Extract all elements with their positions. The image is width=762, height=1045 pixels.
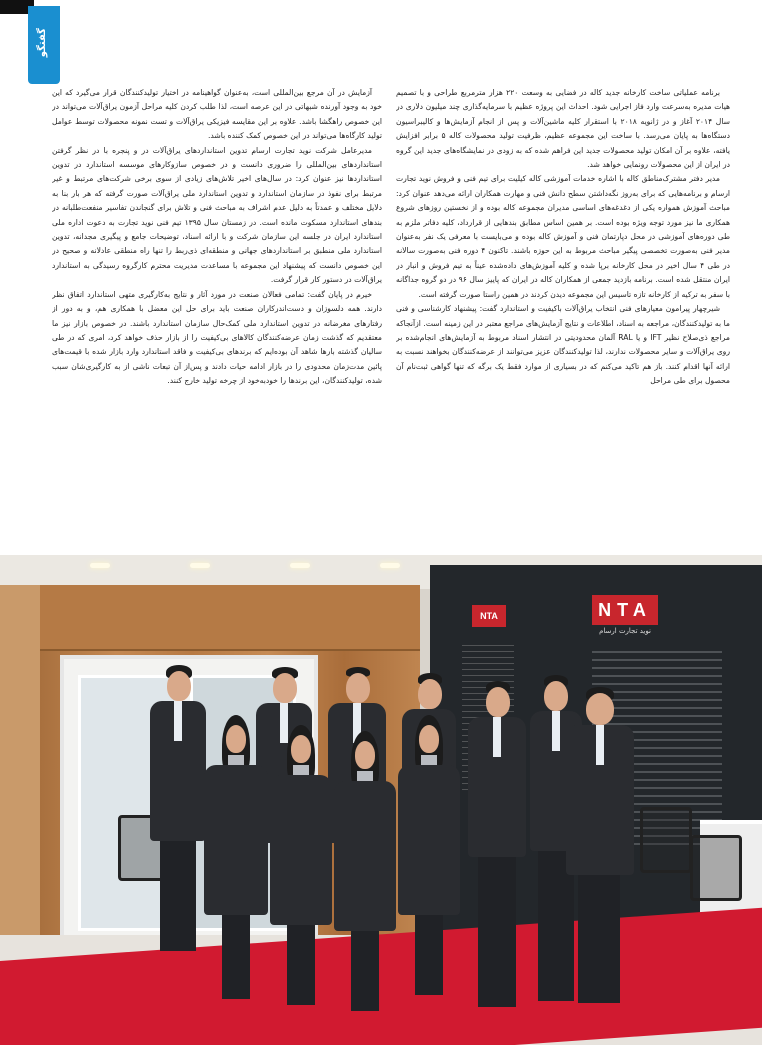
- brand-logo: NTA: [592, 595, 658, 625]
- ceiling-light: [90, 563, 110, 568]
- section-label: گفتگو: [37, 28, 48, 58]
- chair: [640, 807, 692, 873]
- ceiling-light: [290, 563, 310, 568]
- ceiling-light: [380, 563, 400, 568]
- person: [148, 665, 208, 965]
- person: [200, 715, 272, 1015]
- exhibition-photo: [0, 555, 762, 1045]
- person: [394, 715, 464, 1005]
- article-column-right: [396, 86, 730, 546]
- person: [562, 687, 638, 1007]
- ceiling-light: [190, 563, 210, 568]
- wood-panel: [40, 585, 420, 651]
- article-column-left: [52, 86, 382, 546]
- brand-logo-small: NTA: [472, 605, 506, 627]
- section-tab: [28, 6, 60, 84]
- paragraph: مدیر دفتر مشترک‌مناطق کاله با اشاره خدمات آموزشی کاله کیلیت برای تیم فنی و فروش نوید تجارت ارسام و برنامه‌هایی که برای به‌روز نگه‌داشتن سطح دانش فنی و مهارت همکاران ارائه می‌دهد عنوان کرد: مباحث آموزش همواره یکی از دغدغه‌های اساسی مدیران مجموعه کاله بوده و از نخستین روزهای شروع همکاری ما نیز مورد توجه ویژه بوده است. بر همین اساس مطابق بندهایی از قرارداد، کلیه دفاتر ملزم به طی دوره‌های آموزشی در محل دپارتمان فنی و آموزش کاله بوده و می‌بایست با معرفی یک نفر به‌عنوان مدیر فنی به‌صورت تخصصی پیگیر مباحث مربوط به این حوزه باشند. تاکنون ۴ دوره فنی به‌صورت سالانه در طی ۴ سال اخیر در محل کارخانه برپا شده و کلیه آموزش‌های داده‌شده عیناً به تیم فروش و انبار در ایران منتقل شده است. برنامه بازدید جمعی از همکاران کاله در ایران که پاییز سال ۹۶ در دو گروه جداگانه با سفر به ترکیه از کارخانه تازه تاسیس این مجموعه دیدن کردند در همین راستا صورت گرفته است.: [396, 174, 730, 299]
- paragraph: شیرچهار پیرامون معیارهای فنی انتخاب یراق‌آلات باکیفیت و استاندارد گفت: پیشنهاد کارشناسی و فنی ما به تولیدکنندگان، مراجعه به اسناد، اطلاعات و نتایج آزمایش‌های مراجع معتبر در این زمینه است. ازآنجاکه مراجع ذی‌صلاح نظیر IFT و یا RAL آلمان محدودیتی در انتشار اسناد مربوط به آزمایش‌های انجام‌شده بر روی یراق‌آلات و سایر محصولات ندارند، لذا تولیدکنندگان عزیز می‌توانند از عرضه‌کنندگان بخواهند نسبت به ارائه آنها اقدام کنند. باز هم تاکید می‌کنم که در بسیاری از موارد فقط یک برگه که تنها گواهی ثبت‌نام آن محصول برای طی مراحل: [396, 304, 730, 386]
- paragraph: برنامه عملیاتی ساخت کارخانه جدید کاله در فضایی به وسعت ۲۲۰ هزار مترمربع طراحی و با تصمیم هیات مدیره به‌سرعت وارد فاز اجرایی شود. احداث این پروژه عظیم با سرمایه‌گذاری چند میلیون دلاری در سال ۲۰۱۴ آغاز و در ژانویه ۲۰۱۸ با استقرار کلیه ماشین‌آلات و پس از انجام آزمایش‌ها و کالیبراسیون دستگاه‌ها به پایان می‌رسد. با ساخت این مجموعه عظیم، ظرفیت تولید محصولات کاله ۵ برابر افزایش یافته، علاوه بر آن امکان تولید محصولات جدید این فراهم شده که به زودی در نمایشگاه‌های جدید این گروه در ایران از این محصولات رونمایی خواهد شد.: [396, 88, 730, 170]
- person: [266, 725, 336, 1015]
- chair: [690, 835, 742, 901]
- paragraph: خیرم در پایان گفت: تمامی فعالان صنعت در مورد آثار و نتایج به‌کارگیری متهی استاندارد اتفاق نظر دارند. همه دلسوزان و دست‌اندرکاران صنعت باید برای حل این معضل با همکاری هم، و به دور از رفتارهای مغرضانه در تدوین استاندارد ملی کمک‌حال سازمان استاندارد باشند. در خصوص بازار نیز ما معتقدیم که گذشت زمان عرضه‌کنندگان کالاهای بی‌کیفیت را از بازار حذف خواهد کرد، امری که در طی سالیان گذشته بارها شاهد آن بوده‌ایم که برندهای بی‌کیفیت و فاقد استاندارد وارد بازار شده با قیمت‌های پائین مدت‌زمان محدودی را در بازار ادامه حیات دادند و پس‌از آن تبعات ناشی از به کارگیری‌شان سبب شده، تولیدکنندگان، این برندها را خودبه‌خود از چرخه تولید خارج کنند.: [52, 289, 382, 386]
- paragraph: مدیرعامل شرکت نوید تجارت ارسام تدوین استانداردهای یراق‌آلات در و پنجره با در نظر گرفتن استانداردهای بین‌المللی را ضروری دانست و در خصوص سازوکارهای موسسه استاندارد در تدوین استانداردها نیز عنوان کرد: در سال‌های اخیر تلاش‌های زیادی از سوی برخی شرکت‌های مرتبط و غیر مرتبط برای نفوذ در سازمان استاندارد و تدوین استاندارد ملی یراق‌آلات صورت گرفته که هر بار بنا به دلایل مختلف و عمدتاً به دلیل عدم اشراف به مباحث فنی و تلاش برای گنجاندن تفاسیر منفعت‌طلبانه در بندهای استاندارد مسکوت مانده است. در زمستان سال ۱۳۹۵ تیم فنی نوید تجارت به دعوت اداره ملی استاندارد ایران در جلسه این سازمان شرکت و با ارائه اسناد، توضیحات جامع و پیگیری مجدانه، تدوین استاندارد ملی منطبق بر استانداردهای جهانی و منطقه‌ای ذی‌ربط را تنها راه منطقی عادلانه و صحیح در این خصوص دانست که پیشنهاد این مجموعه با مساعدت مدیریت محترم کارگروه رسیدگی به استاندارد یراق‌آلات در دستور کار قرار گرفت.: [52, 145, 382, 285]
- person: [330, 731, 400, 1021]
- paragraph: آزمایش در آن مرجع بین‌المللی است، به‌عنوان گواهینامه در اختیار تولیدکنندگان قرار می‌گیرد که این خود به وجود آورنده شبهاتی در این عرصه است، لذا طلب کردن کلیه مراحل آزمون یراق‌آلات می‌تواند در این خصوص راهگشا باشد. علاوه بر این مقایسه فیزیکی یراق‌آلات و تست نمونه محصولات توسط عوامل تولید کارگاه‌ها می‌تواند در این خصوص کمک کننده باشد.: [52, 88, 382, 141]
- brand-subtitle: نوید تجارت ارسام: [599, 627, 651, 635]
- person: [466, 681, 528, 1011]
